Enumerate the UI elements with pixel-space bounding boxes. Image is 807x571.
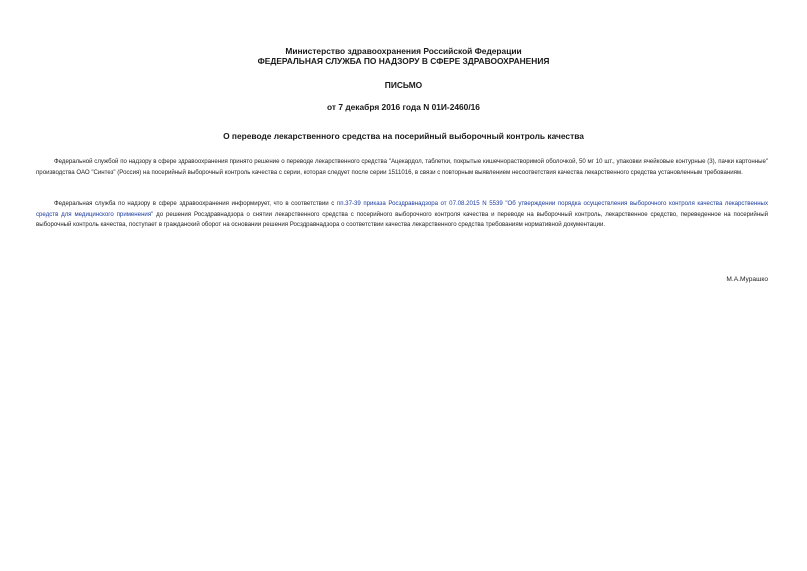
body-paragraph-2 <box>36 199 768 231</box>
body-paragraph-1: Федеральной службой по надзору в сфере здравоохранения принято решение о переводе лекарственного средства "Ацекардол, таблетки, покрытые кишечнорастворимой оболочкой, 50 мг 10 шт., упаковки ячейковые контурные (3), пачки картонные" производства ОАО "Синтез" (Россия) на посерийный выборочный контроль качества с серии, которая следует после серии 1511016, в связи с повторным выявлением несоответствия качества лекарственного средства установленным требованиям. <box>36 158 768 176</box>
signature: М.А.Мурашко <box>726 276 768 283</box>
document-date-number: от 7 декабря 2016 года N 01И-2460/16 <box>327 102 480 112</box>
ministry-heading: Министерство здравоохранения Российской Федерации <box>285 46 522 56</box>
paragraph-2-intro: Федеральная служба по надзору в сфере здравоохранения информирует, что в соответствии с <box>54 200 337 207</box>
document-subject: О переводе лекарственного средства на посерийный выборочный контроль качества <box>223 131 584 141</box>
order-reference-link[interactable]: пп.37-39 приказа Росздравнадзора от 07.08.2015 N 5539 "Об утверждении порядка осуществления выборочного контроля качества лекарственных средств для медицинского применения" <box>36 200 768 218</box>
paragraph-2-body: до решения Росздравнадзора о снятии лекарственного средства с посерийного выборочного контроля качества и переводе на выборочный контроль, лекарственное средство, переведенное на посерийный выборочный контроль качества, поступает в гражданский оборот на основании решения Росздравнадзора о соответствии качества лекарственного средства требованиям нормативной документации. <box>36 210 768 228</box>
document-type: ПИСЬМО <box>384 80 423 90</box>
service-heading: ФЕДЕРАЛЬНАЯ СЛУЖБА ПО НАДЗОРУ В СФЕРЕ ЗДРАВООХРАНЕНИЯ <box>257 56 550 66</box>
